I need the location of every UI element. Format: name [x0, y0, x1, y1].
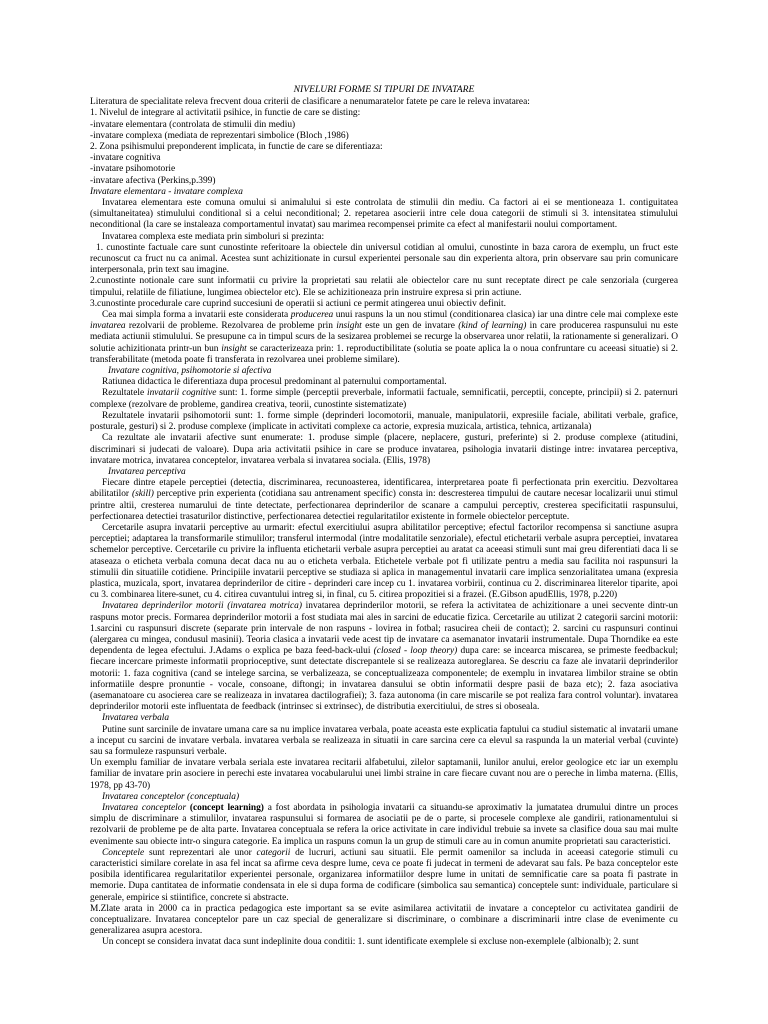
emphasis: insight: [221, 343, 247, 354]
text: dupa care: se incearca miscarea, se primeste feedbackul; fiecare incercare primeste informatii proprioceptive, sunt detectate discrepantele si se realizeaza autoreglarea. Se descriu ca faze ale invatarii deprinderilor motorii: 1. faza cognitiva (cand se intelege sarcina, se verbalizeaza, se conceptualizeaza componentele; de exemplu in invatarea limbilor straine se obtin informatiile despre pronuntie - vocale, consoane, diftongi; in invatarea dansului se obtin informatii despre pasii de baza etc); 2. faza asociativa (asemanatoare cu asocierea care se realizeaza in invatarea dactilografiei); 3. faza autonoma (in care miscarile se pot realiza fara control voluntar). invatarea deprinderilor motorii este influentata de feedback (intrinsec si extrinsec), de distributia exercitiului, de stres si oboseala.: [90, 646, 679, 713]
section-heading: Invatarea conceptelor (conceptuala): [102, 791, 240, 802]
text: sunt: 1. forme simple (perceptii preverbale, informatii factuale, semnificatii, perceptii, concepte, principii) si 2. paternuri complexe (rezolvare de probleme, gandirea creativa, teorii, cunostinte sistematizate): [90, 388, 678, 410]
text: se caracterizeaza prin: 1. reproductibilitate (solutia se poate aplica la o noua confruntare cu aceeasi situatie) si 2. transferabilitate (metoda poate fi transferata in rezolvarea unei probleme similare).: [90, 343, 678, 365]
text: in care producerea raspunsului nu este mediata actiunii stimulului. Se presupune ca in timpul scurs de la sesizarea problemei se recurge la observarea unor relatii, la rationamente si generalizari. O solutie achizitionata printr-un bun: [90, 321, 679, 354]
text: a fost abordata in psihologia invatarii ca situandu-se aproximativ la jumatatea drumului dintre un proces simplu de discriminare a stimulilor, invatarea raspunsului si formarea de asociatii pe de o parte, si procesele complexe ale gandirii, rationamentului si rezolvarii de probleme pe de alta parte. Invatarea conceptuala se refera la orice activitate in care individul trebuie sa invete sa clasifice doua sau mai multe evenimente sau obiecte intr-o singura categorie. Ea implica un raspuns comun la un grup de stimuli care au in comun anumite proprietati sau caracteristici.: [90, 803, 678, 847]
paragraph: Rezultatele invatarii psihomotorii sunt: 1. forme simple (deprinderi locomotorii, manuale, manipulatorii, expresiile faciale, abilitati verbale, grafice, posturale, gesturi) si 2. produse complexe (implicate in activitati complexe ca actorie, expresia muzicala, artistica, tehnica, artizanala): [90, 410, 678, 433]
emphasis: Conceptele: [102, 847, 145, 858]
emphasis: (kind of learning): [458, 321, 527, 332]
text: sunt reprezentari ale unor: [144, 847, 257, 858]
emphasis: (closed - loop theory): [373, 646, 458, 657]
emphasis: Invatarea conceptelor: [102, 803, 187, 813]
paragraph: [90, 388, 678, 410]
emphasis: invatarea: [90, 321, 126, 332]
emphasis: insight: [336, 321, 362, 332]
section-heading-tail: (invatarea motrica): [223, 601, 302, 612]
paragraph: Cercetarile asupra invatarii perceptive au urmarit: efectul exercitiului asupra abilitatilor perceptive; efectul factorilor recompensa si sanctiune asupra perceptiei; adaptarea la transformarile stimulilor; transferul intermodal (intre modalitatile senzoriale), efectul etichetarii verbale asupra perceptiei, invatarea schemelor perceptive. Cercetarile cu privire la influenta etichetarii verbale asupra perceptiei au aratat ca aceeasi stimuli sunt mai greu diferentiati daca li se ataseaza o eticheta verbala comuna decat daca nu au o eticheta verbala. Etichetele verbale pot fi utilizate pentru a media sau facilita noi raspunsuri la stimulii din situatiile cotidiene. Principiile invatarii perceptive se studiaza si aplica in managementul invatarii care implica senzorialitatea umana (expresia plastica, muzicala, sport, invatarea deprinderilor de citire - deprinderi care incep cu 1. invatarea vorbirii, continua cu 2. discriminarea literelor tiparite, apoi cu 3. combinarea litere-sunet, cu 4. citirea cuvantului intreg si, in final, cu 5. citirea propozitiei si a frazei. (E.Gibson apudEllis, 1978, p.220): [90, 522, 678, 601]
section-heading: Invatare elementara - invatare complexa: [90, 186, 243, 197]
paragraph: Ratiunea didactica le diferentiaza dupa procesul predominant al paternului comportamental.: [102, 377, 447, 388]
paragraph: Ca rezultate ale invatarii afective sunt enumerate: 1. produse simple (placere, neplacere, gusturi, preferinte) si 2. produse complexe (atitudini, discriminari si judecati de valoare). Dupa aria activitatii psihice in care se produce invatarea, psihologia invatarii distinge intre: invatarea perceptiva, invatare motrica, invatarea conceptelor, invatarea verbala si invatarea sociala. (Ellis, 1978): [90, 433, 678, 466]
paragraph: Invatarea elementara este comuna omului si animalului si este controlata de stimulii din mediu. Ca factori ai ei se mentioneaza 1. contiguitatea (simultaneitatea) stimulului conditional si a celui neconditional; 2. repetarea asocierii intre cele doua categorii de stimuli si 3. intensitatea stimulului neconditional (la care se instaleaza comportamentul invatat) sau marimea recompensei primite ca efect al manifestarii noului comportament.: [90, 198, 678, 231]
text: rezolvarii de probleme. Rezolvarea de probleme prin: [125, 321, 337, 332]
text: de lucruri, actiuni sau situatii. Ele permit oamenilor sa includa in aceeasi categorie stimuli cu caracteristici similare corelate in asa fel incat sa afirme ceva despre lume, ceva ce poate fi judecat in termeni de adevarat sau fals. Pe baza conceptelor este posibila identificarea regularitatilor experientei personale, organizarea informatiilor despre lume in unitati de semnificatie care sa poata fi pastrate in memorie. Dupa cantitatea de informatie condensata in ele si dupa forma de codificare (simbolica sau semantica) conceptele sunt: individuale, particulare si generale, empirice si stiintifice, concrete si abstracte.: [90, 847, 678, 903]
intro-line: -invatare elementara (controlata de stimulii din mediu): [90, 119, 296, 130]
intro-line: -invatare afectiva (Perkins,p.399): [90, 175, 216, 186]
text: invatarea deprinderilor motorii, se refera la activitatea de achizitionare a unei secvente dintr-un raspuns motor precis. Formarea deprinderilor motorii a fost studiata mai ales in sarcini de educatie fizica. Cercetarile au utilizat 2 categorii sarcini motorii: 1.sarcini cu raspunsuri discrete (separate prin intervale de non raspuns - lovirea in fotbal; rasucirea cheii de contact); 2. sarcini cu raspunsuri continui (alergarea cu mingea, condusul masinii). Teoria clasica a invatarii vede acest tip de invatare ca asemanator invatarii instrumentale. Dupa Thorndike ea este dependenta de legea efectului. J.Adams o explica pe baza feed-back-ului: [90, 601, 678, 657]
document-title: NIVELURI FORME SI TIPURI DE INVATARE: [293, 84, 475, 95]
intro-line: 2. Zona psihismului preponderent implicata, in functie de care se diferentiaza:: [90, 142, 383, 153]
intro-line: -invatare psihomotorie: [90, 164, 176, 175]
text: este un gen de invatare: [361, 321, 459, 332]
intro-line: Literatura de specialitate releva frecvent doua criterii de clasificare a nenumaratelor fatete pe care le releva invatarea:: [90, 97, 530, 108]
text: Fiecare dintre etapele perceptiei (detectia, discriminarea, recunoasterea, identificarea, interpretarea poate fi perfectionata prin exercitiu. Dezvoltarea abilitatilor: [90, 478, 678, 500]
paragraph: [90, 310, 678, 366]
paragraph: Un exemplu familiar de invatare verbala seriala este invatarea recitarii alfabetului, zilelor saptamanii, lunilor anului, erelor geologice etc iar un exemplu familiar de invatare prin asociere in perechi este invatarea vocabularului unei limbi straine in care fiecare cuvant nou are o pereche in limba materna. (Ellis, 1978, pp 43-70): [90, 758, 678, 791]
emphasis: invatarii cognitive: [146, 388, 217, 399]
paragraph: Putine sunt sarcinile de invatare umana care sa nu implice invatarea verbala, poate aceasta este explicatia faptului ca studiul sistematic al invatarii umane a inceput cu sarcini de invatare verbala. invatarea verbala se realizeaza in situatii in care sarcina cere ca elevul sa raspunda la un material verbal (cuvinte) sau sa formuleze raspunsuri verbale.: [90, 724, 678, 757]
intro-line: -invatare complexa (mediata de reprezentari simbolice (Bloch ,1986): [90, 130, 349, 141]
section-heading: Invatare cognitiva, psihomotorie si afectiva: [108, 366, 272, 377]
paragraph: 1. cunostinte factuale care sunt cunostinte referitoare la obiectele din universul cotidian al omului, cunostinte in baza carora de exemplu, un fruct este recunoscut ca fruct nu ca animal. Acestea sunt achizitionate in cursul experientei personale sau din experienta altora, prin observare sau prin comunicare interpersonala, prin text sau imagine.: [90, 242, 678, 276]
emphasis: categorii: [256, 847, 291, 858]
section-heading: Invatarea perceptiva: [108, 466, 186, 477]
bold-term: (concept learning): [186, 803, 264, 813]
paragraph: 2.cunostinte notionale care sunt informatii cu privire la proprietati sau relatii ale obiectelor care nu sunt receptate direct pe cale senzoriala (curgerea timpului, relatiile de filiatiune, lungimea obiectelor etc). Ele se achizitioneaza prin instruire expresa si prin actiune.: [90, 276, 678, 298]
section-heading: Invatarea deprinderilor motorii: [102, 601, 224, 612]
paragraph: [90, 803, 678, 848]
text: Rezultatele: [102, 388, 147, 399]
paragraph: 3.cunostinte procedurale care cuprind succesiuni de operatii si actiuni ce permit atingerea unui obiectiv definit.: [90, 298, 506, 309]
text: unui raspuns la un nou stimul (conditionarea clasica) iar una dintre cele mai complexe este: [333, 310, 678, 321]
paragraph: [90, 848, 678, 904]
paragraph: M.Zlate arata in 2000 ca in practica pedagogica este important sa se evite asimilarea activitatii de invatare a conceptelor cu activitatea gandirii de conceptualizare. Invatarea conceptelor pare un caz special de generalizare si discriminare, o combinare a discriminarii intre clase de evenimente cu generalizarea asupra acestora.: [90, 903, 678, 937]
text: perceptive prin experienta (cotidiana sau antrenament specific) consta in: descresterea timpului de cautare necesar localizarii unui stimul printre altii, cresterea numarului de tinte detectate, perfectionarea deprinderilor de scanare a campului perceptiv, cresterea specificitatii raspunsului, perfectionarea detectiei trasaturilor distinctive, perfectionarea detectiei regularitatilor existente in formele obiectelor perceptute.: [90, 489, 678, 522]
section-heading: Invatarea verbala: [102, 713, 170, 724]
paragraph: Un concept se considera invatat daca sunt indeplinite doua conditii: 1. sunt identificate exemplele si excluse non-exemplele (albionalb); 2. sunt: [102, 937, 639, 948]
paragraph: Invatarea complexa este mediata prin simboluri si prezinta:: [102, 231, 325, 242]
intro-line: -invatare cognitiva: [90, 153, 161, 164]
paragraph: [90, 478, 678, 523]
paragraph: [90, 601, 678, 713]
intro: [90, 97, 678, 187]
emphasis: (skill): [131, 489, 154, 500]
text: Cea mai simpla forma a invatarii este considerata: [102, 310, 291, 321]
emphasis: producerea: [290, 310, 334, 321]
intro-line: 1. Nivelul de integrare al activitatii psihice, in functie de care se disting:: [90, 108, 361, 119]
